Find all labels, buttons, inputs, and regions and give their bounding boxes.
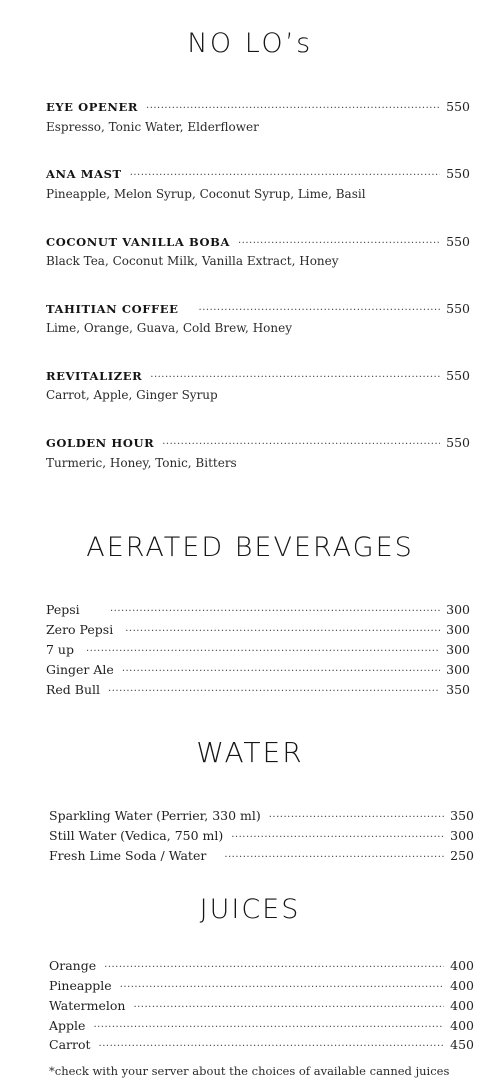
menu-item [46, 435, 470, 450]
item-price: 400 [450, 958, 474, 973]
juices-footnote: *check with your server about the choices of available canned juices [49, 1064, 450, 1078]
dot-leader [224, 848, 444, 860]
item-price: 350 [450, 808, 474, 823]
dot-leader [133, 998, 444, 1010]
item-price: 300 [446, 642, 470, 657]
menu-item [49, 998, 474, 1013]
item-name: Red Bull [46, 682, 101, 697]
dot-leader [86, 642, 440, 654]
item-price: 250 [450, 848, 474, 863]
section-title-aerated-beverages: AERATED BEVERAGES [86, 532, 414, 563]
item-name: Pepsi [46, 602, 80, 617]
item-price: 550 [446, 435, 470, 450]
dot-leader [120, 978, 444, 990]
menu-item [49, 828, 474, 843]
dot-leader [99, 1037, 445, 1049]
menu-item [46, 682, 470, 697]
dot-leader [199, 301, 441, 313]
dot-leader [93, 1018, 444, 1030]
menu-item [46, 602, 470, 617]
menu-item [46, 301, 470, 316]
item-name: Carrot [49, 1037, 91, 1052]
item-price: 550 [446, 166, 470, 181]
item-name: Orange [49, 958, 97, 973]
item-price: 300 [446, 622, 470, 637]
item-price: 450 [450, 1037, 474, 1052]
item-name: COCONUT VANILLA BOBA [46, 235, 230, 249]
dot-leader [231, 828, 444, 840]
menu-item [46, 622, 470, 637]
item-name: REVITALIZER [46, 369, 143, 383]
item-name: EYE OPENER [46, 100, 139, 114]
menu-item [46, 642, 470, 657]
item-name: Fresh Lime Soda / Water [49, 848, 207, 863]
dot-leader [162, 435, 440, 447]
dot-leader [150, 368, 440, 380]
section-title-nolos: NO LO’s [187, 28, 313, 59]
item-price: 350 [446, 682, 470, 697]
item-name: Sparkling Water (Perrier, 330 ml) [49, 808, 261, 823]
item-name: ANA MAST [46, 167, 122, 181]
menu-item [49, 1037, 474, 1052]
dot-leader [122, 662, 440, 674]
menu-item [46, 662, 470, 677]
item-description: Pineapple, Melon Syrup, Coconut Syrup, Lime, Basil [46, 187, 366, 201]
item-name: Apple [49, 1018, 86, 1033]
menu-item [49, 958, 474, 973]
dot-leader [238, 234, 440, 246]
section-title-juices: JUICES [199, 894, 301, 925]
item-price: 300 [450, 828, 474, 843]
section-title-water: WATER [196, 736, 304, 769]
dot-leader [108, 682, 440, 694]
item-description: Black Tea, Coconut Milk, Vanilla Extract, Honey [46, 254, 339, 268]
menu-item [46, 99, 470, 114]
menu-item [49, 1018, 474, 1033]
item-price: 400 [450, 998, 474, 1013]
dot-leader [110, 602, 440, 614]
dot-leader [125, 622, 440, 634]
item-price: 550 [446, 301, 470, 316]
item-price: 550 [446, 99, 470, 114]
item-name: Still Water (Vedica, 750 ml) [49, 828, 224, 843]
item-name: Ginger Ale [46, 662, 114, 677]
item-name: Zero Pepsi [46, 622, 114, 637]
menu-item [46, 166, 470, 181]
item-description: Espresso, Tonic Water, Elderflower [46, 120, 259, 134]
item-price: 550 [446, 368, 470, 383]
item-name: 7 up [46, 642, 74, 657]
item-price: 550 [446, 234, 470, 249]
item-description: Lime, Orange, Guava, Cold Brew, Honey [46, 321, 292, 335]
menu-item [46, 234, 470, 249]
menu-item [49, 808, 474, 823]
item-price: 400 [450, 1018, 474, 1033]
item-description: Turmeric, Honey, Tonic, Bitters [46, 456, 237, 470]
item-name: TAHITIAN COFFEE [46, 302, 179, 316]
dot-leader [269, 808, 444, 820]
dot-leader [146, 99, 440, 111]
menu-item [46, 368, 470, 383]
dot-leader [130, 166, 440, 178]
item-description: Carrot, Apple, Ginger Syrup [46, 388, 218, 402]
item-price: 300 [446, 602, 470, 617]
dot-leader [104, 958, 444, 970]
item-price: 400 [450, 978, 474, 993]
item-name: GOLDEN HOUR [46, 436, 155, 450]
item-name: Pineapple [49, 978, 112, 993]
menu-item [49, 848, 474, 863]
item-name: Watermelon [49, 998, 126, 1013]
item-price: 300 [446, 662, 470, 677]
menu-item [49, 978, 474, 993]
